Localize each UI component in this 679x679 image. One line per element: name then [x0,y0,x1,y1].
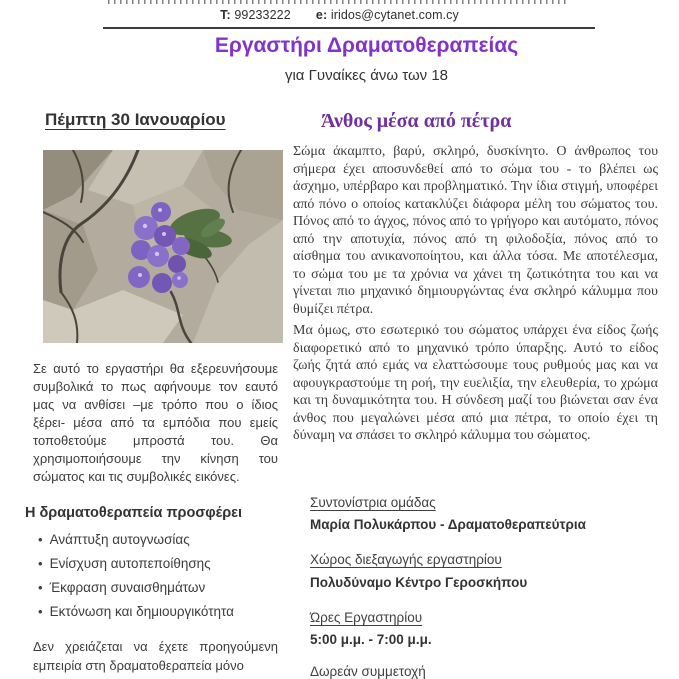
hours-value: 5:00 μ.μ. - 7:00 μ.μ. [310,632,432,647]
note-paragraph: Δεν χρειάζεται να έχετε προηγούμενη εμπειρία στη δραματοθεραπεία μόνο [33,639,278,673]
venue-label: Χώρος διεξαγωγής εργαστηρίου [310,552,502,567]
article-paragraph-1: Σώμα άκαμπτο, βαρύ, σκληρό, δυσκίνητο. Ο άνθρωπος του σήμερα έχει αποσυνδεθεί από το σώμα του - το βλέπει ως άσχημο, υπέρβαρο και προβληματικό. Την ίδια στιγμή, υποφέρει από πόνο ο οποίος κατακλύζει διάφορα μέλη του σώματος του. Πόνος από το άγχος, πόνος από το γρήγορο και αυτόματο, πόνος από την αποτυχία, πόνος από τη φιλοδοξία, πόνος από το αίσθημα του ανικανοποίητου, και άλλα τόσα. Με αποτέλεσμα, το σώμα του με τα χρόνια να χάνει τη ζωτικότητα του και να γίνεται πιο μηχανικό δημιουργώντας ένα σκληρό κάλυμμα που θυμίζει πέτρα. [293,144,658,317]
clipped-header-text-line [108,0,570,4]
hours-label: Ώρες Εργαστηρίου [310,610,423,625]
intro-paragraph: Σε αυτό το εργαστήρι θα εξερευνήσουμε συμβολικά το πως αφήνουμε τον εαυτό μας να ανθίσει –με τρόπο που ο ίδιος ξέρει- μέσα από τα εμπόδια που εμείς τοποθετούμε μπροστά του. Θα χρησιμοποιήσουμε την κίνηση του σώματος και τις συμβολικές εικόνες. [33,361,278,484]
offers-list [38,532,273,628]
page-title: Εργαστήρι Δραματοθεραπείας [214,34,519,57]
free-participation-label: Δωρεάν συμμετοχή [310,664,426,679]
phone-number: 99233222 [234,8,291,22]
venue-value: Πολυδύναμο Κέντρο Γεροσκήπου [310,575,528,590]
flower-photo [43,150,283,343]
coordinator-value: Μαρία Πολυκάρπου - Δραματοθεραπεύτρια [310,517,586,532]
header-divider-rule [103,27,595,29]
date-heading: Πέμπτη 30 Ιανουαρίου [45,110,226,129]
offer-item: • Έκφραση συναισθημάτων [38,580,273,595]
offers-heading: Η δραματοθεραπεία προσφέρει [25,505,243,521]
email-label: e: [315,8,328,22]
contact-line [0,8,679,22]
offer-item: • Εκτόνωση και δημιουργικότητα [38,604,273,619]
page-subtitle: για Γυναίκες άνω των 18 [284,67,449,84]
flower-photo-graphic [43,150,283,343]
article-paragraph-2: Μα όμως, στο εσωτερικό του σώματος υπάρχει ένα είδος ζωής διαφορετικό από το μηχανικό τρόπο ύπαρξης. Αυτό το είδος ζωής ζητά από εμάς να ελαττώσουμε τους ρυθμούς μας και να αφουγκραστούμε τη ροή, την ευελιξία, την ελευθερία, το χρώμα και τη δυναμικότητα του. Η σύνδεση μαζί του βιώνεται σαν ένα άνθος που μεγαλώνει μέσα από μια πέτρα, το οποίο έχει τη δύναμη να σπάσει το σκληρό κάλυμμα του σώματος. [293,323,658,443]
email-address: iridos@cytanet.com.cy [330,8,459,22]
phone-label: T: [220,8,231,22]
offer-item: • Ενίσχυση αυτοπεποίθησης [38,556,273,571]
coordinator-label: Συντονίστρια ομάδας [310,495,436,510]
offer-item: • Ανάπτυξη αυτογνωσίας [38,532,273,547]
article-heading: Άνθος μέσα από πέτρα [321,110,512,132]
